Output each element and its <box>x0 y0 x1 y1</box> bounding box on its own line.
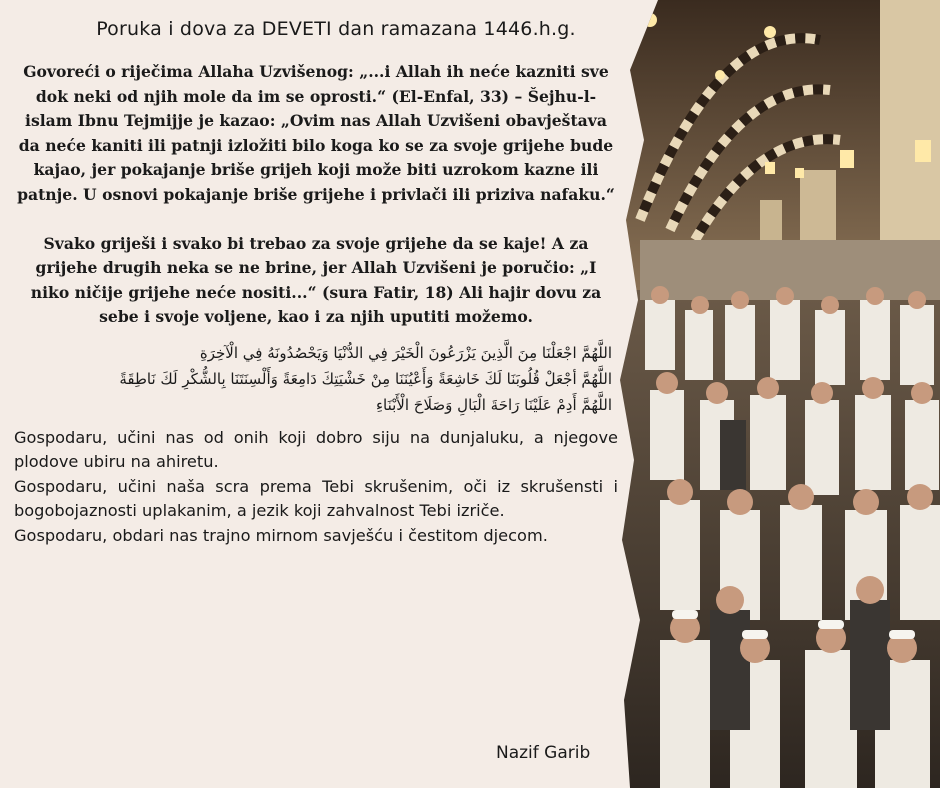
post-title: Poruka i dova za DEVETI dan ramazana 1446.h.g. <box>96 18 576 40</box>
mosque-prayer-photo <box>600 0 940 788</box>
translation-line: Gospodaru, obdari nas trajno mirnom savješću i čestitom djecom. <box>14 525 548 545</box>
advice-paragraph: Svako griješi i svako bi trebao za svoje grijehe da se kaje! A za grijehe drugih neka se ne brine, jer Allah Uzvišeni je poručio: „I niko ničije grijehe neće nositi...“ (sura Fatir, 18) Ali hajir dovu za sebe i svoje voljene, kao i za njih uputiti možemo. <box>30 233 602 327</box>
translation-line: Gospodaru, učini naša scra prema Tebi skrušenim, oči iz skrušensti i bogobojaznosti uplakanim, a jezik koji zahvalnost Tebi izriče. <box>14 476 618 521</box>
author-signature: Nazif Garib <box>496 743 591 763</box>
arabic-dua-line: اللَّهُمَّ اجْعَلْنَا مِنَ الَّذِينَ يَزْرَعُونَ الْخَيْرَ فِي الدُّنْيَا وَيَحْصُدُونَهُ فِي الْآخِرَةِ <box>199 343 612 362</box>
arabic-dua-line: اللَّهُمَّ أَدِمْ عَلَيْنَا رَاحَةَ الْبَالِ وَصَلَاحَ الْأَبْنَاءِ <box>375 395 612 414</box>
message-text-block <box>14 18 618 548</box>
arabic-dua-line: اللَّهُمَّ أجْعَلْ قُلُوبَنَا لَكَ خَاشِعَةً وَأَعْيُنَنَا مِنْ خَشْيَتِكَ دَامِعَةً وَأَلْسِنَتَنَا بِالشُّكْرِ لَكَ نَاطِقَةً <box>119 369 612 388</box>
translation-line: Gospodaru, učini nas od onih koji dobro siju na dunjaluku, a njegove plodove ubiru na ahiretu. <box>14 427 618 472</box>
quote-paragraph: Govoreći o riječima Allaha Uzvišenog: „...i Allah ih neće kazniti sve dok neki od njih mole da im se oprosti.“ (El-Enfal, 33) – Šejhu-l-islam Ibnu Tejmijje je kazao: „Ovim nas Allah Uzvišeni obavještava da neće kaniti ili patnji izložiti bilo koga ko se za svoje grijehe bude kajao, jer pokajanje briše grijeh koji može biti uzrokom kazne ili patnje. U osnovi pokajanje briše grijehe i privlači ili priziva nafaku.“ <box>17 62 615 204</box>
mosque-photo-illustration <box>600 0 940 788</box>
arabic-dua <box>14 340 612 418</box>
dua-translation <box>14 426 618 548</box>
